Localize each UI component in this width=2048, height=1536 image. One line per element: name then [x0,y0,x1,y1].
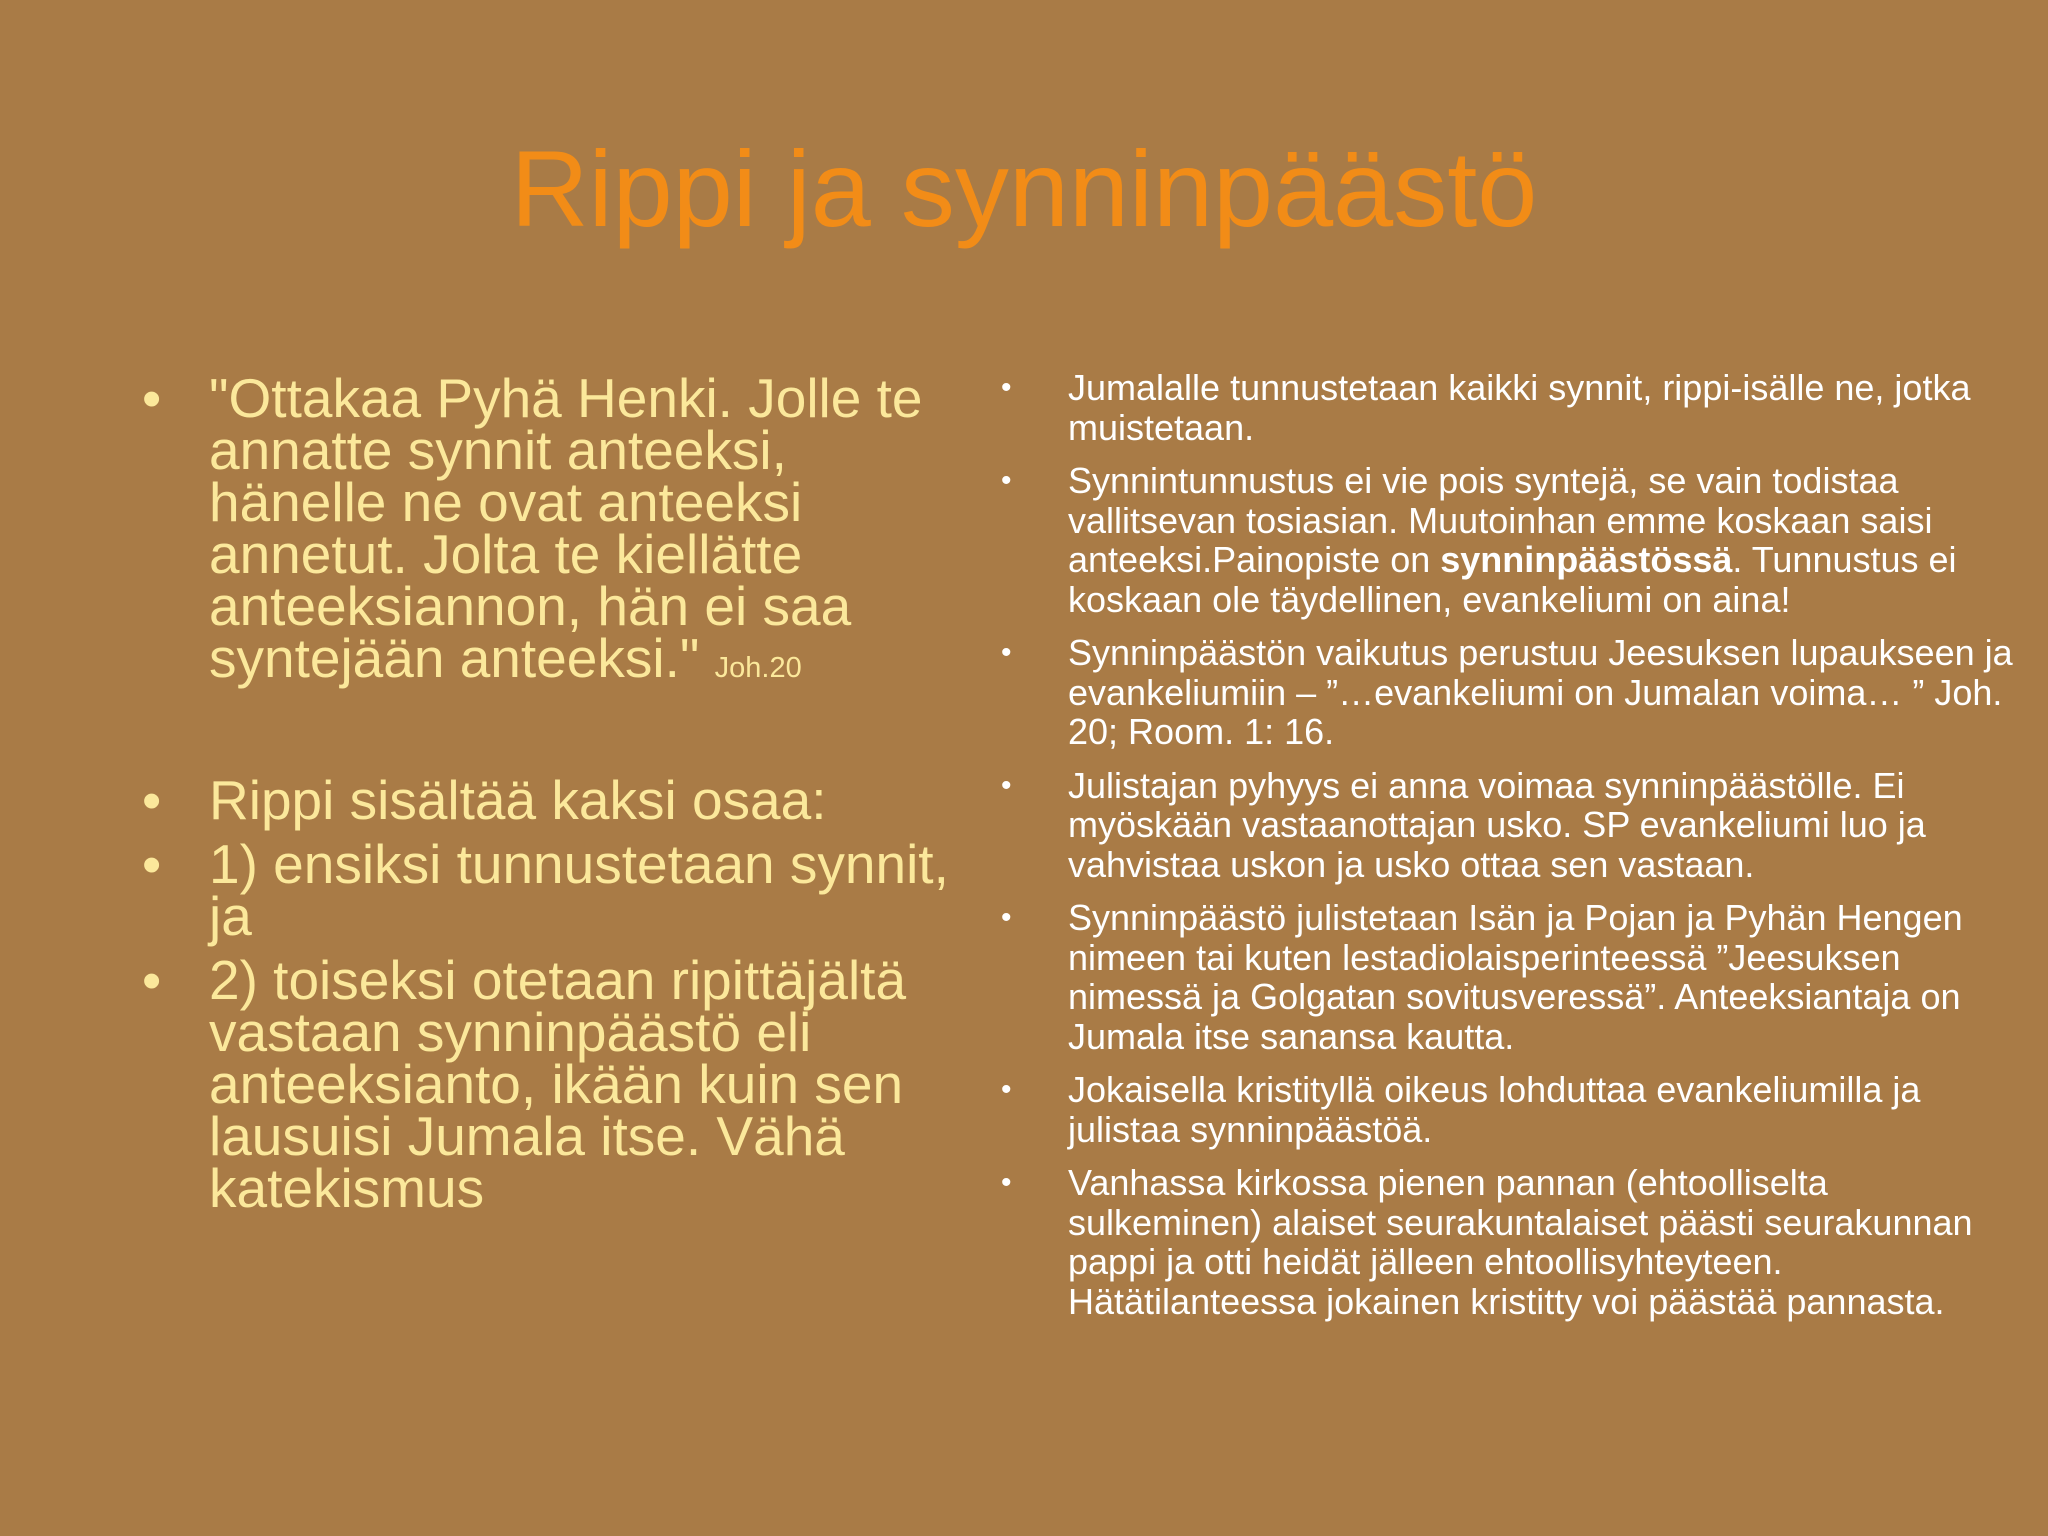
left-bullet-item-two-parts [140,769,960,831]
right-bullet-item [998,1163,2028,1321]
right-bullet-item [998,766,2028,885]
right-bullet-item [998,461,2028,619]
bullet-icon: • [1001,1166,1012,1199]
left-column [140,367,960,1219]
bullet-icon: • [142,769,162,831]
right-bullet-item [998,368,2028,447]
left-bullet-item-second [140,949,960,1219]
bullet-icon: • [1001,636,1012,669]
bullet-icon: • [1001,1073,1012,1106]
right-item-text: . Tunnustus ei koskaan ole täydellinen, evankeliumi on aina! [1068,539,1957,620]
right-item-text: Vanhassa kirkossa pienen pannan (ehtoolliselta sulkeminen) alaiset seurakuntalaiset päästi seurakunnan pappi ja otti heidät jälleen ehtoollisyhteyteen. Hätätilanteessa jokainen kristitty voi päästää pannasta. [1068,1162,1973,1322]
bullet-icon: • [1001,768,1012,802]
right-bullet-item [998,898,2028,1056]
bullet-icon: • [1001,901,1012,934]
bullet-icon: • [142,367,162,429]
right-item-text: Julistajan pyhyys ei anna voimaa synninpäästölle. Ei myöskään vastaanottajan usko. SP evankeliumi luo ja vahvistaa uskon ja usko ottaa sen vastaan. [1068,764,1926,885]
slide-title: Rippi ja synninpäästö [510,128,1538,249]
right-bullet-item [998,633,2028,752]
right-item-bold-text: synninpäästössä [1440,539,1733,580]
right-column [998,368,2028,1335]
left-bullet-list [140,367,960,1219]
quote-text: "Ottakaa Pyhä Henki. Jolle te annatte synnit anteeksi, hänelle ne ovat anteeksi annetut. Jolta te kiellätte anteeksiannon, hän ei saa syntejään anteeksi." [209,367,923,689]
left-item-text: 1) ensiksi tunnustetaan synnit, ja [209,833,949,947]
left-bullet-item-quote [140,367,960,694]
right-bullet-item [998,1070,2028,1149]
left-item-text: 2) toiseksi otetaan ripittäjältä vastaan synninpäästö eli anteeksianto, ikään kuin sen lausuisi Jumala itse. Vähä katekismus [209,949,907,1219]
right-item-text: Synninpäästön vaikutus perustuu Jeesuksen lupaukseen ja evankeliumiin – ”…evankeliumi on Jumalan voima… ” Joh. 20; Room. 1: 16. [1068,632,2013,752]
bullet-icon: • [1001,371,1012,404]
left-item-text: Rippi sisältää kaksi osaa: [209,769,827,831]
right-item-text: Jumalalle tunnustetaan kaikki synnit, rippi-isälle ne, jotka muistetaan. [1068,367,1971,448]
bullet-icon: • [1001,464,1012,497]
left-bullet-item-first [140,833,960,947]
right-item-text: Jokaisella kristityllä oikeus lohduttaa evankeliumilla ja julistaa synninpäästöä. [1068,1069,1921,1150]
quote-reference: Joh.20 [714,652,802,684]
bullet-icon: • [142,949,162,1011]
right-item-text: Synninpäästö julistetaan Isän ja Pojan ja Pyhän Hengen nimeen tai kuten lestadiolaisperinteessä ”Jeesuksen nimessä ja Golgatan sovitusveressä”. Anteeksiantaja on Jumala itse sanansa kautta. [1068,897,1963,1057]
right-bullet-list [998,368,2028,1321]
right-item-text: Synnintunnustus ei vie pois syntejä, se vain todistaa vallitsevan tosiasian. Muutoinhan emme koskaan saisi anteeksi.Painopiste on [1068,460,1933,580]
bullet-icon: • [142,833,162,895]
